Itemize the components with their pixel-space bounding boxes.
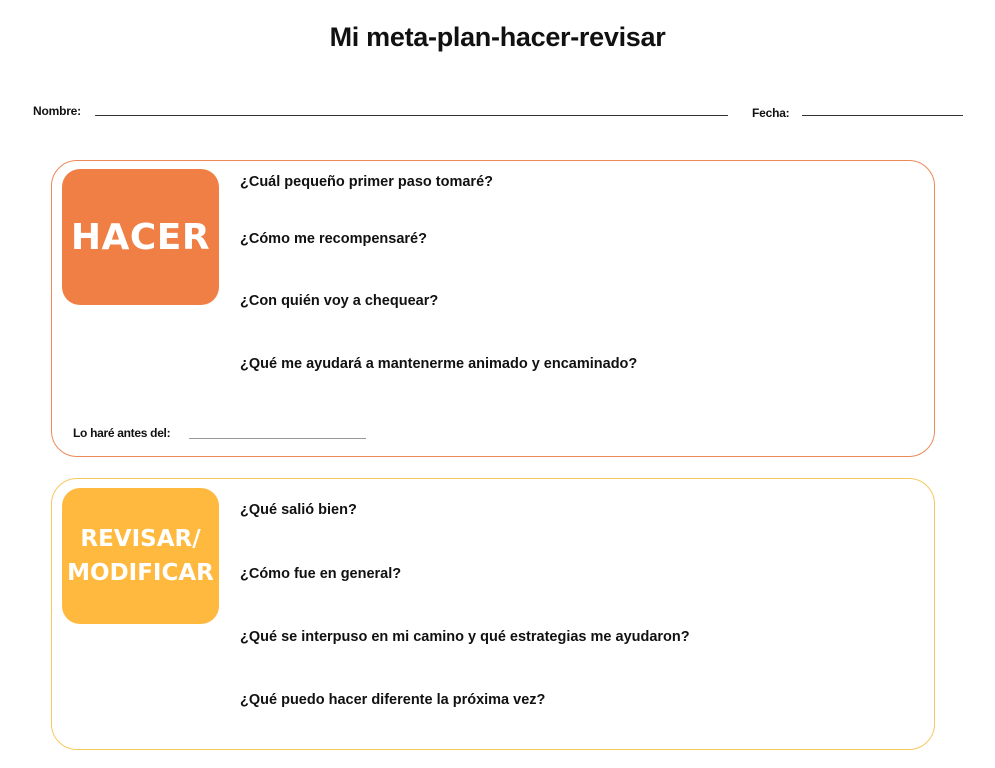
hacer-question-motivation: ¿Qué me ayudará a mantenerme animado y encaminado?: [240, 356, 638, 372]
date-field[interactable]: [802, 115, 963, 116]
revisar-question-next-time: ¿Qué puedo hacer diferente la próxima vez?: [240, 692, 546, 708]
hacer-section: [51, 160, 935, 457]
hacer-question-first-step: ¿Cuál pequeño primer paso tomaré?: [240, 174, 493, 190]
name-label: Nombre:: [33, 104, 81, 118]
revisar-question-obstacles: ¿Qué se interpuso en mi camino y qué estrategias me ayudaron?: [240, 629, 690, 645]
page-title: Mi meta-plan-hacer-revisar: [329, 22, 666, 52]
date-label: Fecha:: [752, 106, 790, 120]
deadline-field[interactable]: [189, 438, 366, 439]
revisar-badge: [62, 488, 219, 624]
deadline-label: Lo haré antes del:: [73, 426, 171, 440]
revisar-question-overall: ¿Cómo fue en general?: [240, 566, 402, 582]
hacer-question-reward: ¿Cómo me recompensaré?: [240, 231, 427, 247]
revisar-badge-line2: MODIFICAR: [67, 560, 214, 586]
revisar-badge-line1: REVISAR/: [80, 526, 201, 552]
revisar-question-went-well: ¿Qué salió bien?: [240, 502, 357, 518]
revisar-section: [51, 478, 935, 750]
name-field[interactable]: [95, 115, 728, 116]
hacer-badge-label: HACER: [70, 216, 211, 258]
hacer-badge: [62, 169, 219, 305]
hacer-question-check-in: ¿Con quién voy a chequear?: [240, 293, 439, 309]
